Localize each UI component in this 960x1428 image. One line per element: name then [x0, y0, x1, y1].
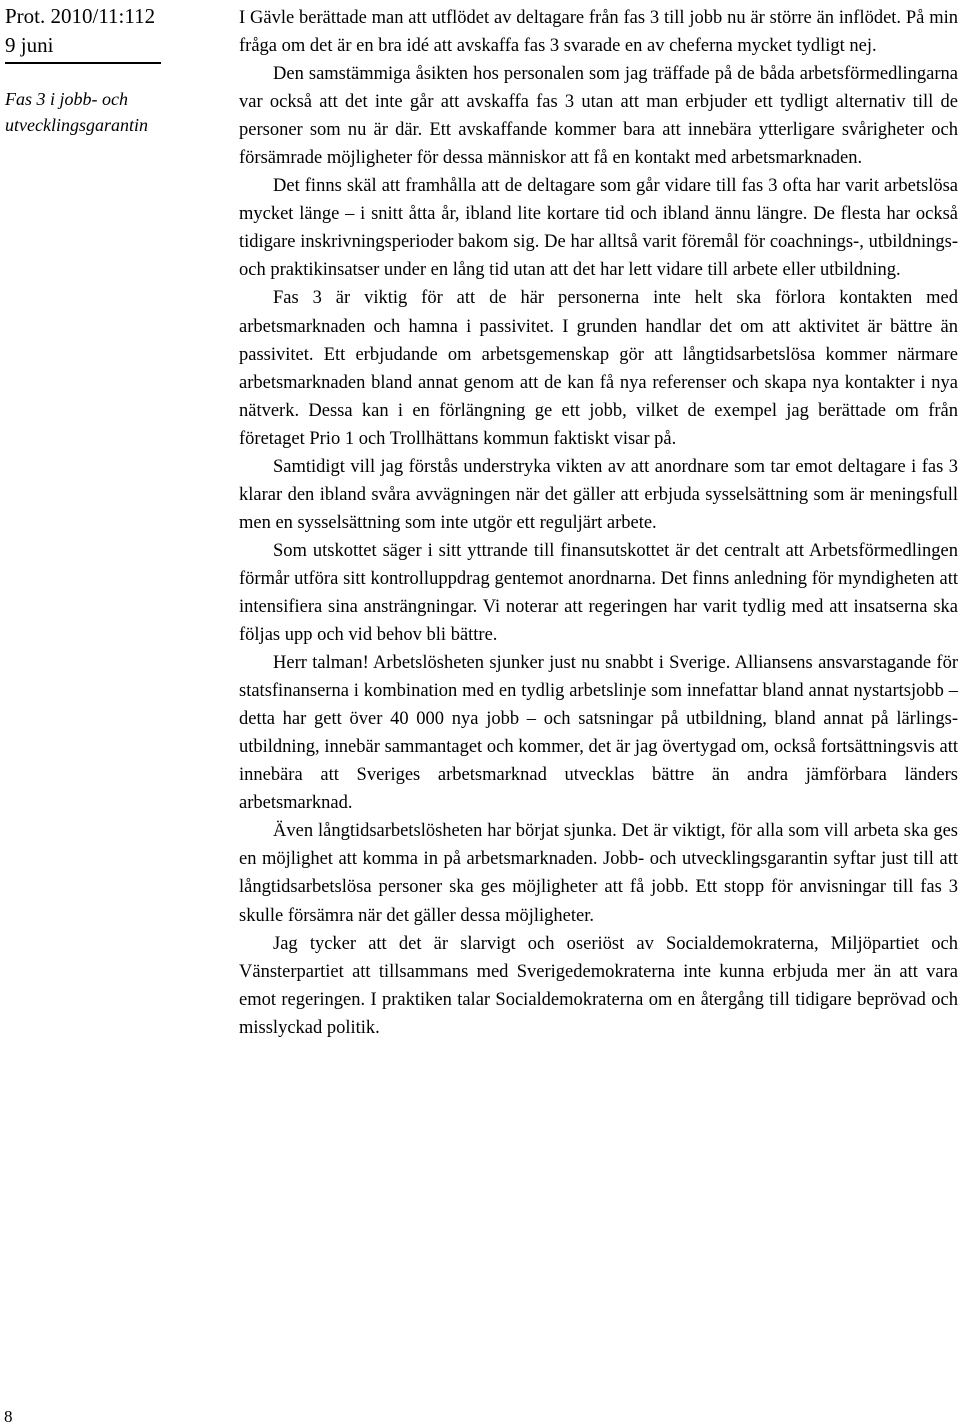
paragraph: Herr talman! Arbetslösheten sjunker just nu snabbt i Sverige. Alliansens ansvarstagande för statsfinanserna i kombination med en tydlig arbetslinje som innefattar bland annat nystartsjobb – detta har gett över 40 000 nya jobb – och satsningar på utbildning, bland annat på lärlingsutbildning, innebär sammantaget och kommer, det är jag övertygad om, också fortsättningsvis att innebära att Sveriges arbetsmarknad utvecklas bättre än andra jämförbara länders arbetsmarknad.	[239, 653, 958, 814]
margin-header	[5, 2, 205, 138]
paragraph: Den samstämmiga åsikten hos personalen som jag träffade på de båda arbetsförmedlingarna var också att det inte går att avskaffa fas 3 utan att man erbjuder ett tydligt alternativ till de personer som nu är där. Ett avskaffande kommer bara att innebära ytterligare svårigheter och försämrade möjligheter för dessa människor att få en kontakt med arbetsmarknaden.	[239, 64, 958, 169]
paragraph: Fas 3 är viktig för att de här personerna inte helt ska förlora kontakten med arbetsmarknaden och hamna i passivitet. I grunden handlar det om att aktivitet är bättre än passivitet. Ett erbjudande om arbetsgemenskap gör att långtidsarbetslösa kommer närmare arbetsmarknaden bland annat genom att de kan få nya referenser och skapa nya kontakter i nya nätverk. Dessa kan i en förlängning ge ett jobb, vilket de exempel jag berättade om från företaget Prio 1 och Trollhättans kommun faktiskt visar på.	[239, 288, 958, 449]
protocol-number: Prot. 2010/11:112	[5, 4, 156, 28]
paragraph: Det finns skäl att framhålla att de deltagare som går vidare till fas 3 ofta har varit arbetslösa mycket länge – i snitt åtta år, ibland lite kortare tid och ibland ännu längre. De flesta har också tidigare inskrivningsperioder bakom sig. De har alltså varit föremål för coachnings-, utbildnings- och praktikinsatser under en lång tid utan att det har lett vidare till arbete eller utbildning.	[239, 176, 958, 281]
speech-body	[239, 4, 958, 1042]
paragraph: Jag tycker att det är slarvigt och oseriöst av Socialdemokraterna, Miljöpartiet och Vänsterpartiet att tillsammans med Sverigedemokraterna inte kunna erbjuda mer än att vara emot regeringen. I praktiken talar Socialdemokraterna om en återgång till tidigare beprövad och misslyckad politik.	[239, 933, 958, 1038]
debate-topic: Fas 3 i jobb- och utvecklingsgarantin	[5, 89, 148, 135]
paragraph: Som utskottet säger i sitt yttrande till finansutskottet är det centralt att Arbetsförmedlingen förmår utföra sitt kontrolluppdrag gentemot anordnarna. Det finns anledning för myndigheten att intensifiera sina ansträngningar. Vi noterar att regeringen har varit tydlig med att insatserna ska följas upp och vid behov bli bättre.	[239, 540, 958, 646]
paragraph: Även långtidsarbetslösheten har börjat sjunka. Det är viktigt, för alla som vill arbeta ska ges en möjlighet att komma in på arbetsmarknaden. Jobb- och utvecklingsgarantin syftar just till att långtidsarbetslösa personer ska ges möjligheter att få jobb. Ett stopp för anvisningar till fas 3 skulle försämra när det gäller dessa möjligheter.	[239, 821, 958, 926]
paragraph: Samtidigt vill jag förstås understryka vikten av att anordnare som tar emot deltagare i fas 3 klarar den ibland svåra avvägningen när det gäller att erbjuda sysselsättning som är meningsfull men en sysselsättning som inte utgör ett reguljärt arbete.	[239, 456, 958, 533]
session-date: 9 juni	[5, 30, 161, 64]
paragraph: I Gävle berättade man att utflödet av deltagare från fas 3 till jobb nu är större än inflödet. På min fråga om det är en bra idé att avskaffa fas 3 svarade en av cheferna mycket tydligt nej.	[239, 8, 958, 57]
page-number: 8	[4, 1407, 13, 1426]
